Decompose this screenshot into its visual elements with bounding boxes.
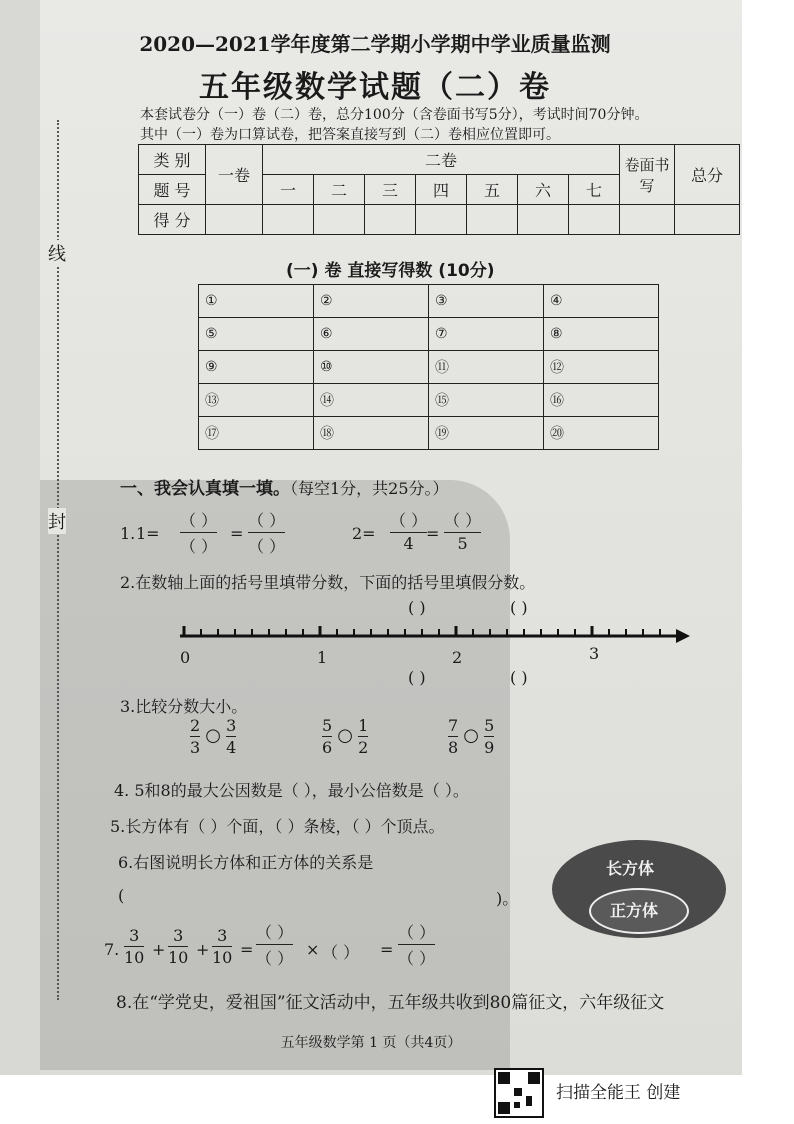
row-label-category: 类 别 xyxy=(139,145,206,175)
score-cell[interactable] xyxy=(467,205,518,235)
question-col: 七 xyxy=(569,175,620,205)
answer-cell[interactable]: ② xyxy=(314,285,429,318)
question-col: 三 xyxy=(365,175,416,205)
q8-text: 8.在“学党史，爱祖国”征文活动中，五年级共收到80篇征文，六年级征文 xyxy=(116,993,665,1013)
q7-answer-fraction: （ ） （ ） xyxy=(256,923,294,968)
q7-result-fraction: （ ） （ ） xyxy=(398,923,436,968)
answer-cell[interactable]: ⑨ xyxy=(199,351,314,384)
q1-fraction-c: （ ） 4 xyxy=(390,511,428,553)
question-col: 四 xyxy=(416,175,467,205)
row-label-score: 得 分 xyxy=(139,205,206,235)
q6-text: 6.右图说明长方体和正方体的关系是 xyxy=(118,853,374,872)
answer-cell[interactable]: ⑲ xyxy=(429,417,544,450)
question-col: 六 xyxy=(518,175,569,205)
q7-term: 3 10 xyxy=(168,926,189,967)
answer-cell[interactable]: ⑧ xyxy=(544,318,659,351)
answer-cell[interactable]: ④ xyxy=(544,285,659,318)
tick-label-1: 1 xyxy=(317,648,328,667)
q1-eq: = xyxy=(426,524,440,543)
q7-plus: + xyxy=(196,940,210,959)
answer-cell[interactable]: ⑦ xyxy=(429,318,544,351)
compare-pair-3: $\frac{7}{8}$ ○ $\frac{5}{9}$ xyxy=(448,716,495,757)
col-writing: 卷面书写 xyxy=(620,145,675,205)
score-cell[interactable] xyxy=(569,205,620,235)
cube-label: 正方体 xyxy=(610,901,659,920)
mixed-number-blank[interactable]: ( ) xyxy=(510,598,528,617)
answer-cell[interactable]: ⑫ xyxy=(544,351,659,384)
question-col: 五 xyxy=(467,175,518,205)
part1-heading: 一、我会认真填一填。（每空1分，共25分。） xyxy=(120,479,449,499)
improper-fraction-blank[interactable]: ( ) xyxy=(510,668,528,687)
score-cell[interactable] xyxy=(416,205,467,235)
col-paper2: 二卷 xyxy=(263,145,620,175)
answer-cell[interactable]: ⑥ xyxy=(314,318,429,351)
answer-cell[interactable]: ⑰ xyxy=(199,417,314,450)
q7-plus: + xyxy=(152,940,166,959)
q1-fraction-b: （ ） （ ） xyxy=(248,511,286,556)
answer-cell[interactable]: ⑮ xyxy=(429,384,544,417)
q7-eq: = xyxy=(380,940,394,959)
score-cell[interactable] xyxy=(263,205,314,235)
q7-eq: = xyxy=(240,940,254,959)
q1-lhs: 1= xyxy=(136,524,160,543)
score-cell[interactable] xyxy=(675,205,740,235)
row-label-number: 题 号 xyxy=(139,175,206,205)
answer-cell[interactable]: ⑬ xyxy=(199,384,314,417)
page-footer: 五年级数学第 1 页（共4页） xyxy=(280,1035,462,1051)
scanner-watermark: 扫描全能王 创建 xyxy=(556,1083,681,1103)
score-table xyxy=(138,144,740,235)
score-cell[interactable] xyxy=(206,205,263,235)
tick-label-2: 2 xyxy=(452,648,463,667)
question-col: 二 xyxy=(314,175,365,205)
intro-line1: 本套试卷分（一）卷（二）卷，总分100分（含卷面书写5分），考试时间70分钟。 xyxy=(140,107,649,123)
answer-cell[interactable]: ⑩ xyxy=(314,351,429,384)
col-paper1: 一卷 xyxy=(206,145,263,205)
tick-label-0: 0 xyxy=(180,648,191,667)
score-cell[interactable] xyxy=(518,205,569,235)
section1-heading: (一) 卷 直接写得数 (10分) xyxy=(286,261,495,281)
q7-number: 7. xyxy=(104,940,120,959)
paper-left-edge xyxy=(0,0,40,1075)
q1-rhs: 2= xyxy=(352,524,376,543)
exam-title-line2: 五年级数学试题（二）卷 xyxy=(199,70,551,105)
answer-cell[interactable]: ⑭ xyxy=(314,384,429,417)
q3-text: 3.比较分数大小。 xyxy=(120,697,248,716)
score-cell[interactable] xyxy=(365,205,416,235)
binding-char-seal: 封 xyxy=(48,508,66,534)
answer-cell[interactable]: ⑳ xyxy=(544,417,659,450)
answer-cell[interactable]: ⑪ xyxy=(429,351,544,384)
qr-code-icon xyxy=(494,1068,544,1118)
answer-cell[interactable]: ① xyxy=(199,285,314,318)
col-total: 总分 xyxy=(675,145,740,205)
answer-cell[interactable]: ⑱ xyxy=(314,417,429,450)
number-line xyxy=(176,596,696,686)
exam-title-line1: 2020—2021学年度第二学期小学期中学业质量监测 xyxy=(139,32,611,56)
q1-number: 1. xyxy=(120,524,136,543)
q1-fraction-a: （ ） （ ） xyxy=(180,511,218,556)
answer-cell[interactable]: ③ xyxy=(429,285,544,318)
q7-times: × xyxy=(306,940,320,959)
cuboid-label: 长方体 xyxy=(606,859,655,878)
answer-cell[interactable]: ⑯ xyxy=(544,384,659,417)
mixed-number-blank[interactable]: ( ) xyxy=(408,598,426,617)
photo-shadow xyxy=(40,480,510,1070)
question-col: 一 xyxy=(263,175,314,205)
compare-pair-2: $\frac{5}{6}$ ○ $\frac{1}{2}$ xyxy=(322,716,369,757)
compare-pair-1: $\frac{2}{3}$ ○ $\frac{3}{4}$ xyxy=(190,716,237,757)
q7-factor-blank[interactable]: （ ） xyxy=(322,943,360,962)
q4-text: 4. 5和8的最大公因数是（ ），最小公倍数是（ ）。 xyxy=(114,781,469,800)
tick-label-3: 3 xyxy=(589,644,600,663)
q6-blank-open[interactable]: ( xyxy=(118,886,125,905)
q5-text: 5.长方体有（ ）个面，（ ）条棱，（ ）个顶点。 xyxy=(110,817,445,836)
answer-grid xyxy=(198,284,659,450)
improper-fraction-blank[interactable]: ( ) xyxy=(408,668,426,687)
q6-blank-close: )。 xyxy=(496,889,519,908)
score-cell[interactable] xyxy=(620,205,675,235)
q7-term: 3 10 xyxy=(124,926,145,967)
answer-cell[interactable]: ⑤ xyxy=(199,318,314,351)
q1-fraction-d: （ ） 5 xyxy=(444,511,482,553)
q7-term: 3 10 xyxy=(212,926,233,967)
score-cell[interactable] xyxy=(314,205,365,235)
binding-char-line: 线 xyxy=(48,240,66,266)
q2-text: 2.在数轴上面的括号里填带分数，下面的括号里填假分数。 xyxy=(120,573,536,592)
q1-eq: = xyxy=(230,524,244,543)
intro-line2: 其中（一）卷为口算试卷，把答案直接写到（二）卷相应位置即可。 xyxy=(140,127,560,143)
